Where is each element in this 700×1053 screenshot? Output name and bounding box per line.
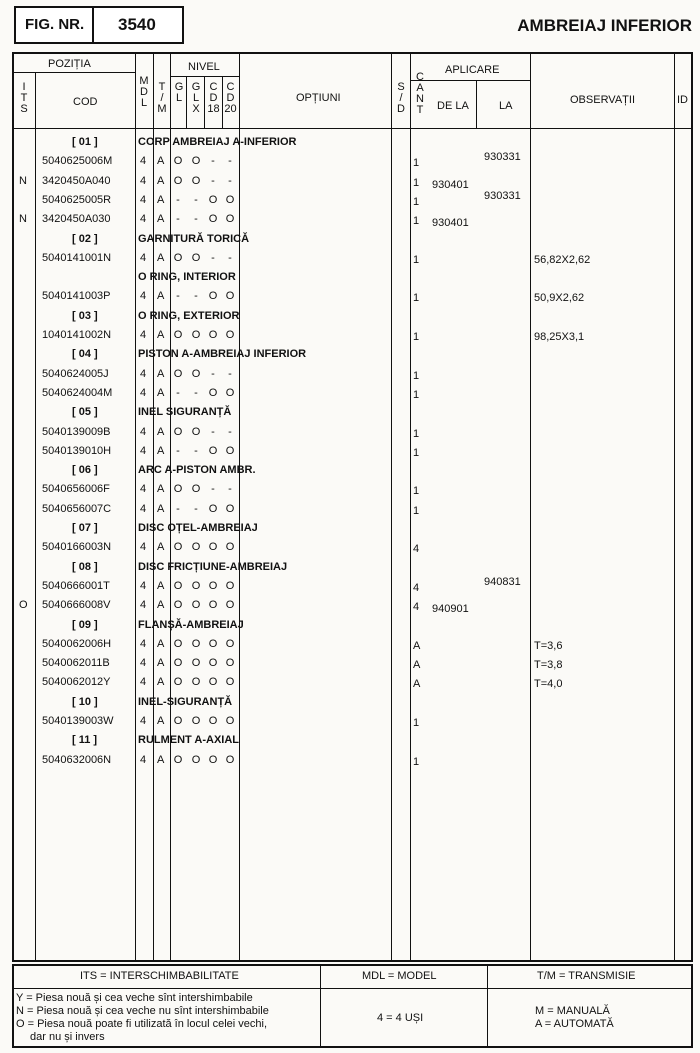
nivel-mark: O: [191, 754, 201, 766]
part-code: 5040656007C: [42, 503, 112, 515]
mdl-value: 4: [140, 426, 147, 438]
part-code: 3420450A030: [42, 213, 111, 225]
its-value: O: [19, 599, 28, 611]
quantity-value: 1: [413, 389, 420, 401]
tm-value: A: [157, 290, 165, 302]
nivel-mark: O: [208, 638, 218, 650]
position-label: [ 11 ]: [72, 734, 98, 746]
quantity-value: A: [413, 640, 421, 652]
quantity-value: 1: [413, 505, 420, 517]
nivel-mark: -: [228, 252, 232, 264]
nivel-mark: O: [173, 541, 183, 553]
mdl-value: 4: [140, 657, 147, 669]
tm-value: A: [157, 194, 165, 206]
nivel-mark: -: [228, 368, 232, 380]
part-code: 5040166003N: [42, 541, 112, 553]
nivel-mark: O: [208, 676, 218, 688]
nivel-mark: -: [194, 445, 198, 457]
tm-value: A: [157, 329, 165, 341]
mdl-value: 4: [140, 580, 147, 592]
tm-value: A: [157, 599, 165, 611]
nivel-mark: O: [225, 541, 235, 553]
group-description: GARNITURĂ TORICĂ: [138, 233, 250, 245]
nivel-mark: O: [208, 599, 218, 611]
nivel-mark: O: [208, 657, 218, 669]
group-description: PISTON A-AMBREIAJ INFERIOR: [138, 348, 307, 360]
observation: T=3,8: [534, 659, 563, 671]
nivel-mark: O: [191, 175, 201, 187]
nivel-mark: O: [191, 426, 201, 438]
nivel-mark: -: [176, 387, 180, 399]
col-nivel-glx: G L X: [191, 81, 201, 115]
legend-mdl-title: MDL = MODEL: [362, 970, 437, 982]
nivel-mark: O: [173, 155, 183, 167]
applied-to: 930331: [484, 151, 521, 163]
part-code: 5040656006F: [42, 483, 110, 495]
nivel-mark: O: [191, 657, 201, 669]
position-label: [ 02 ]: [72, 233, 98, 245]
part-code: 5040141003P: [42, 290, 111, 302]
applied-from: 940901: [432, 603, 469, 615]
quantity-value: 4: [413, 543, 420, 555]
nivel-mark: O: [173, 368, 183, 380]
part-code: 5040139003W: [42, 715, 114, 727]
legend-mdl-value: 4 = 4 UȘI: [377, 1012, 424, 1024]
nivel-mark: O: [191, 676, 201, 688]
mdl-value: 4: [140, 329, 147, 341]
nivel-mark: -: [228, 175, 232, 187]
nivel-mark: -: [228, 426, 232, 438]
col-de-la: DE LA: [437, 100, 469, 112]
legend-its-line-4: dar nu și invers: [30, 1031, 105, 1043]
col-tm: T / M: [157, 81, 167, 115]
nivel-mark: O: [191, 155, 201, 167]
part-code: 3420450A040: [42, 175, 111, 187]
nivel-mark: -: [211, 426, 215, 438]
legend-tm-line-1: M = MANUALĂ: [535, 1005, 610, 1017]
quantity-value: A: [413, 678, 421, 690]
position-label: [ 04 ]: [72, 348, 98, 360]
tm-value: A: [157, 580, 165, 592]
nivel-mark: O: [191, 715, 201, 727]
mdl-value: 4: [140, 503, 147, 515]
tm-value: A: [157, 638, 165, 650]
mdl-value: 4: [140, 483, 147, 495]
group-description: FLANȘĂ-AMBREIAJ: [138, 619, 244, 631]
tm-value: A: [157, 541, 165, 553]
nivel-mark: O: [208, 194, 218, 206]
nivel-mark: O: [225, 387, 235, 399]
tm-value: A: [157, 676, 165, 688]
nivel-mark: -: [194, 213, 198, 225]
quantity-value: 1: [413, 254, 420, 266]
quantity-value: 1: [413, 215, 420, 227]
mdl-value: 4: [140, 715, 147, 727]
nivel-mark: O: [173, 426, 183, 438]
nivel-mark: O: [225, 599, 235, 611]
mdl-value: 4: [140, 676, 147, 688]
applied-from: 930401: [432, 179, 469, 191]
fig-number-box: [14, 6, 184, 44]
legend-its-line-3: O = Piesa nouă poate fi utilizată în locul celei vechi,: [16, 1018, 268, 1030]
group-description: ARC A-PISTON AMBR.: [138, 464, 256, 476]
nivel-mark: O: [191, 368, 201, 380]
nivel-mark: O: [191, 252, 201, 264]
part-code: 5040139010H: [42, 445, 112, 457]
quantity-value: 1: [413, 428, 420, 440]
nivel-mark: -: [194, 387, 198, 399]
part-code: 5040624005J: [42, 368, 109, 380]
legend-its-line-2: N = Piesa nouă și cea veche nu sînt intershimbabile: [16, 1005, 269, 1017]
nivel-mark: -: [211, 175, 215, 187]
col-la: LA: [499, 100, 513, 112]
position-label: [ 10 ]: [72, 696, 98, 708]
nivel-mark: O: [208, 715, 218, 727]
nivel-mark: O: [208, 445, 218, 457]
nivel-mark: O: [208, 213, 218, 225]
nivel-mark: -: [194, 503, 198, 515]
group-description: DISC FRICȚIUNE-AMBREIAJ: [138, 561, 288, 573]
nivel-mark: O: [173, 483, 183, 495]
quantity-value: 1: [413, 756, 420, 768]
nivel-mark: -: [228, 483, 232, 495]
col-cant: C A N T: [416, 71, 424, 116]
mdl-value: 4: [140, 252, 147, 264]
legend-tm-title: T/M = TRANSMISIE: [537, 970, 636, 982]
nivel-mark: O: [173, 599, 183, 611]
part-code: 5040666008V: [42, 599, 111, 611]
applied-to: 930331: [484, 190, 521, 202]
nivel-mark: -: [228, 155, 232, 167]
position-label: [ 03 ]: [72, 310, 98, 322]
nivel-mark: O: [191, 599, 201, 611]
col-nivel-cd18: C D 18: [207, 81, 220, 115]
nivel-mark: O: [225, 503, 235, 515]
nivel-mark: O: [208, 387, 218, 399]
its-value: N: [19, 213, 27, 225]
group-description: CORP AMBREIAJ A-INFERIOR: [138, 136, 297, 148]
nivel-mark: -: [194, 290, 198, 302]
part-code: 5040141001N: [42, 252, 112, 264]
group-description: RULMENT A-AXIAL: [138, 734, 240, 746]
tm-value: A: [157, 387, 165, 399]
quantity-value: 1: [413, 485, 420, 497]
nivel-mark: O: [225, 676, 235, 688]
nivel-mark: O: [173, 252, 183, 264]
group-description: INEL-SIGURANȚĂ: [138, 696, 233, 708]
col-pozitia: POZIȚIA: [48, 58, 91, 70]
position-label: [ 09 ]: [72, 619, 98, 631]
nivel-mark: -: [176, 290, 180, 302]
quantity-value: 1: [413, 157, 420, 169]
tm-value: A: [157, 715, 165, 727]
col-mdl: M D L: [139, 75, 149, 109]
col-observatii: OBSERVAȚII: [570, 94, 636, 106]
nivel-mark: -: [211, 252, 215, 264]
group-description: INEL SIGURANȚĂ: [138, 406, 232, 418]
nivel-mark: O: [191, 483, 201, 495]
col-cod: COD: [73, 96, 98, 108]
nivel-mark: O: [225, 715, 235, 727]
tm-value: A: [157, 155, 165, 167]
nivel-mark: O: [225, 194, 235, 206]
observation: 98,25X3,1: [534, 331, 585, 343]
quantity-value: 1: [413, 447, 420, 459]
position-label: [ 07 ]: [72, 522, 98, 534]
part-code: 5040625006M: [42, 155, 113, 167]
position-label: [ 08 ]: [72, 561, 98, 573]
col-nivel: NIVEL: [188, 61, 220, 73]
mdl-value: 4: [140, 638, 147, 650]
observation: T=3,6: [534, 640, 563, 652]
quantity-value: 1: [413, 292, 420, 304]
nivel-mark: -: [176, 503, 180, 515]
mdl-value: 4: [140, 599, 147, 611]
mdl-value: 4: [140, 541, 147, 553]
nivel-mark: O: [208, 503, 218, 515]
tm-value: A: [157, 252, 165, 264]
nivel-mark: O: [191, 638, 201, 650]
legend-its-line-1: Y = Piesa nouă și cea veche sînt intershimbabile: [16, 992, 253, 1004]
mdl-value: 4: [140, 368, 147, 380]
tm-value: A: [157, 175, 165, 187]
part-code: 5040632006N: [42, 754, 112, 766]
nivel-mark: O: [191, 329, 201, 341]
observation: 50,9X2,62: [534, 292, 585, 304]
nivel-mark: -: [176, 194, 180, 206]
col-sd: S / D: [397, 81, 405, 115]
nivel-mark: O: [191, 541, 201, 553]
nivel-mark: O: [173, 657, 183, 669]
nivel-mark: O: [225, 290, 235, 302]
part-code: 5040062006H: [42, 638, 112, 650]
nivel-mark: O: [225, 329, 235, 341]
mdl-value: 4: [140, 387, 147, 399]
quantity-value: 1: [413, 331, 420, 343]
nivel-mark: O: [225, 580, 235, 592]
page-title: AMBREIAJ INFERIOR: [517, 16, 692, 35]
col-aplicare: APLICARE: [445, 64, 500, 76]
mdl-value: 4: [140, 155, 147, 167]
part-code: 5040625005R: [42, 194, 112, 206]
legend-its-title: ITS = INTERSCHIMBABILITATE: [80, 970, 239, 982]
tm-value: A: [157, 368, 165, 380]
nivel-mark: O: [191, 580, 201, 592]
group-description: O RING, EXTERIOR: [138, 310, 240, 322]
mdl-value: 4: [140, 290, 147, 302]
mdl-value: 4: [140, 754, 147, 766]
nivel-mark: O: [173, 715, 183, 727]
nivel-mark: O: [208, 290, 218, 302]
nivel-mark: -: [211, 368, 215, 380]
tm-value: A: [157, 657, 165, 669]
tm-value: A: [157, 426, 165, 438]
nivel-mark: O: [173, 580, 183, 592]
mdl-value: 4: [140, 175, 147, 187]
nivel-mark: O: [208, 754, 218, 766]
nivel-mark: O: [225, 638, 235, 650]
tm-value: A: [157, 483, 165, 495]
col-its: I T S: [20, 81, 28, 115]
parts-table: [12, 52, 693, 962]
fig-number: 3540: [118, 15, 156, 34]
part-code: 5040139009B: [42, 426, 111, 438]
mdl-value: 4: [140, 445, 147, 457]
position-label: [ 05 ]: [72, 406, 98, 418]
legend-tm-line-2: A = AUTOMATĂ: [535, 1018, 614, 1030]
nivel-mark: O: [208, 580, 218, 592]
its-value: N: [19, 175, 27, 187]
nivel-mark: -: [211, 155, 215, 167]
nivel-mark: -: [194, 194, 198, 206]
observation: T=4,0: [534, 678, 563, 690]
fig-label: FIG. NR.: [25, 16, 85, 33]
part-code: 5040666001T: [42, 580, 110, 592]
mdl-value: 4: [140, 213, 147, 225]
nivel-mark: O: [173, 676, 183, 688]
group-description: O RING, INTERIOR: [138, 271, 236, 283]
quantity-value: A: [413, 659, 421, 671]
tm-value: A: [157, 503, 165, 515]
position-label: [ 06 ]: [72, 464, 98, 476]
applied-from: 930401: [432, 217, 469, 229]
observation: 56,82X2,62: [534, 254, 591, 266]
nivel-mark: -: [176, 213, 180, 225]
group-description: DISC OȚEL-AMBREIAJ: [138, 522, 258, 534]
quantity-value: 1: [413, 717, 420, 729]
col-nivel-cd20: C D 20: [224, 81, 237, 115]
nivel-mark: O: [208, 329, 218, 341]
quantity-value: 1: [413, 370, 420, 382]
nivel-mark: O: [225, 754, 235, 766]
nivel-mark: -: [211, 483, 215, 495]
nivel-mark: O: [173, 175, 183, 187]
position-label: [ 01 ]: [72, 136, 98, 148]
part-code: 5040624004M: [42, 387, 113, 399]
applied-to: 940831: [484, 576, 521, 588]
part-code: 1040141002N: [42, 329, 112, 341]
nivel-mark: O: [173, 329, 183, 341]
part-code: 5040062012Y: [42, 676, 111, 688]
nivel-mark: -: [176, 445, 180, 457]
nivel-mark: O: [225, 445, 235, 457]
quantity-value: 4: [413, 601, 420, 613]
nivel-mark: O: [208, 541, 218, 553]
quantity-value: 1: [413, 196, 420, 208]
quantity-value: 4: [413, 582, 420, 594]
nivel-mark: O: [225, 657, 235, 669]
quantity-value: 1: [413, 177, 420, 189]
nivel-mark: O: [173, 754, 183, 766]
col-optiuni: OPȚIUNI: [296, 92, 341, 104]
tm-value: A: [157, 213, 165, 225]
nivel-mark: O: [173, 638, 183, 650]
tm-value: A: [157, 445, 165, 457]
col-nivel-gl: G L: [174, 81, 184, 104]
mdl-value: 4: [140, 194, 147, 206]
nivel-mark: O: [225, 213, 235, 225]
part-code: 5040062011B: [42, 657, 110, 669]
col-id: ID: [677, 94, 688, 106]
tm-value: A: [157, 754, 165, 766]
